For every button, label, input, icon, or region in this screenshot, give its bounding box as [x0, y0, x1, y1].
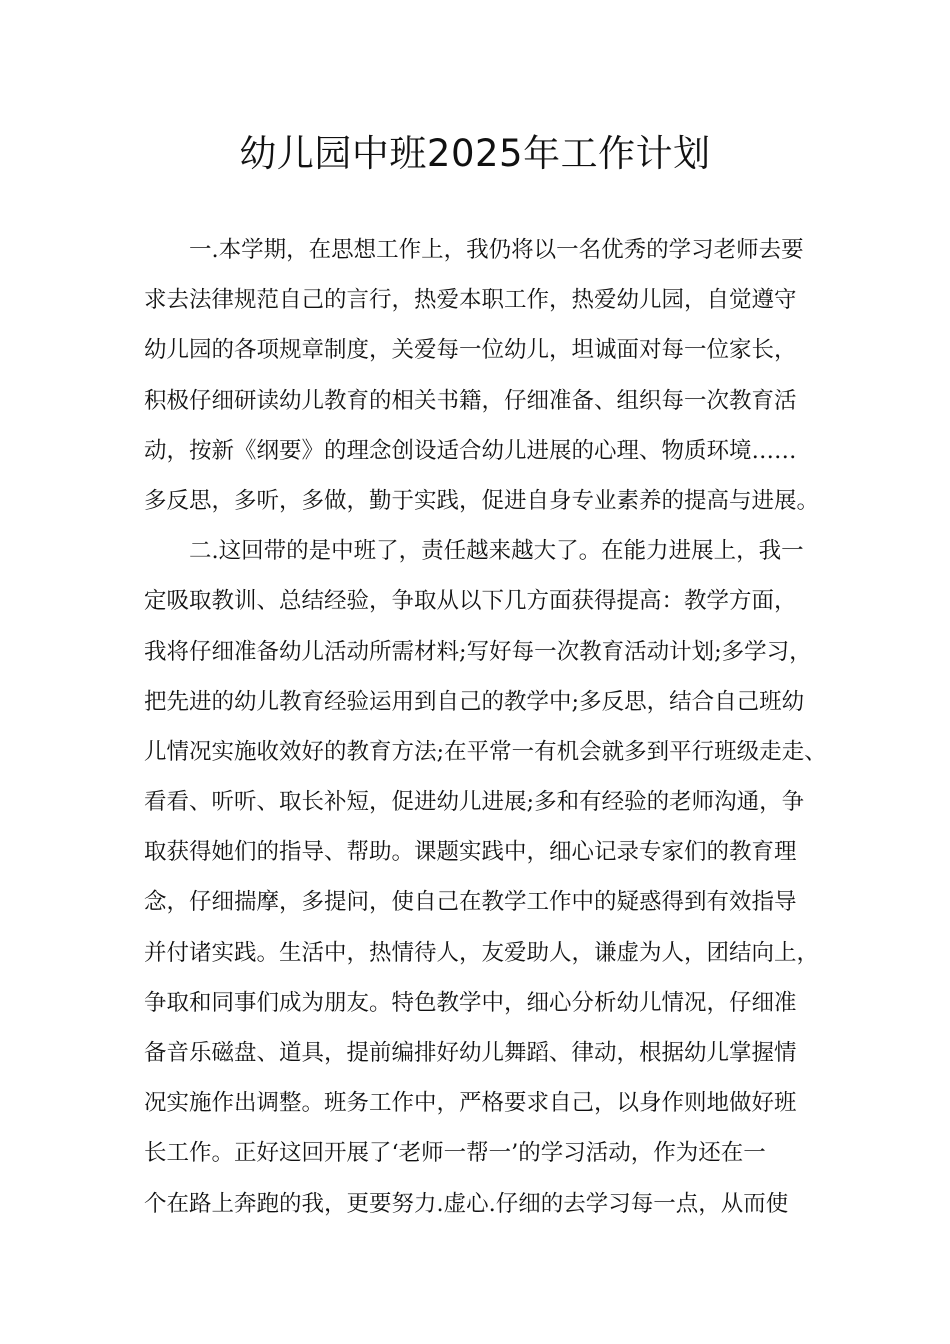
document-title: 幼儿园中班2025年工作计划 — [239, 132, 711, 175]
paragraph-1-line: 多反思，多听，多做，勤于实践，促进自身专业素养的提高与进展。 — [144, 487, 820, 514]
paragraph-2-line: 定吸取教训、总结经验，争取从以下几方面获得提高：教学方面， — [144, 588, 797, 615]
document-body — [144, 225, 827, 1229]
paragraph-2-line: 二.这回带的是中班了，责任越来越大了。在能力进展上，我一 — [189, 538, 804, 565]
paragraph-2-line: 念，仔细揣摩，多提问，使自己在教学工作中的疑惑得到有效指导 — [144, 889, 797, 916]
paragraph-2-line: 况实施作出调整。班务工作中，严格要求自己，以身作则地做好班 — [144, 1090, 797, 1117]
paragraph-2-line: 备音乐磁盘、道具，提前编排好幼儿舞蹈、律动，根据幼儿掌握情 — [144, 1040, 797, 1066]
paragraph-2-line: 个在路上奔跑的我，更要努力.虚心.仔细的去学习每一点，从而使 — [144, 1190, 789, 1217]
paragraph-2-line: 看看、听听、取长补短，促进幼儿进展;多和有经验的老师沟通，争 — [144, 789, 805, 816]
paragraph-2-line: 我将仔细准备幼儿活动所需材料;写好每一次教育活动计划;多学习， — [144, 638, 812, 665]
paragraph-1-line: 积极仔细研读幼儿教育的相关书籍，仔细准备、组织每一次教育活 — [144, 387, 797, 414]
paragraph-2-line: 儿情况实施收效好的教育方法;在平常一有机会就多到平行班级走走、 — [144, 738, 827, 765]
paragraph-1-line: 幼儿园的各项规章制度，关爱每一位幼儿，坦诚面对每一位家长， — [144, 337, 797, 364]
paragraph-2-line: 并付诸实践。生活中，热情待人，友爱助人，谦虚为人，团结向上， — [144, 939, 820, 966]
paragraph-1-line: 一.本学期，在思想工作上，我仍将以一名优秀的学习老师去要 — [189, 237, 804, 263]
paragraph-2-line: 争取和同事们成为朋友。特色教学中，细心分析幼儿情况，仔细准 — [144, 989, 797, 1016]
paragraph-2-line: 把先进的幼儿教育经验运用到自己的教学中;多反思，结合自己班幼 — [144, 688, 805, 715]
paragraph-2-line: 长工作。正好这回开展了‘老师一帮一’的学习活动，作为还在一 — [144, 1140, 766, 1167]
paragraph-1-line: 求去法律规范自己的言行，热爱本职工作，热爱幼儿园，自觉遵守 — [144, 287, 797, 314]
paragraph-2-line: 取获得她们的指导、帮助。课题实践中，细心记录专家们的教育理 — [144, 839, 797, 866]
paragraph-1-line: 动，按新《纲要》的理念创设适合幼儿进展的心理、物质环境…… — [144, 437, 797, 464]
